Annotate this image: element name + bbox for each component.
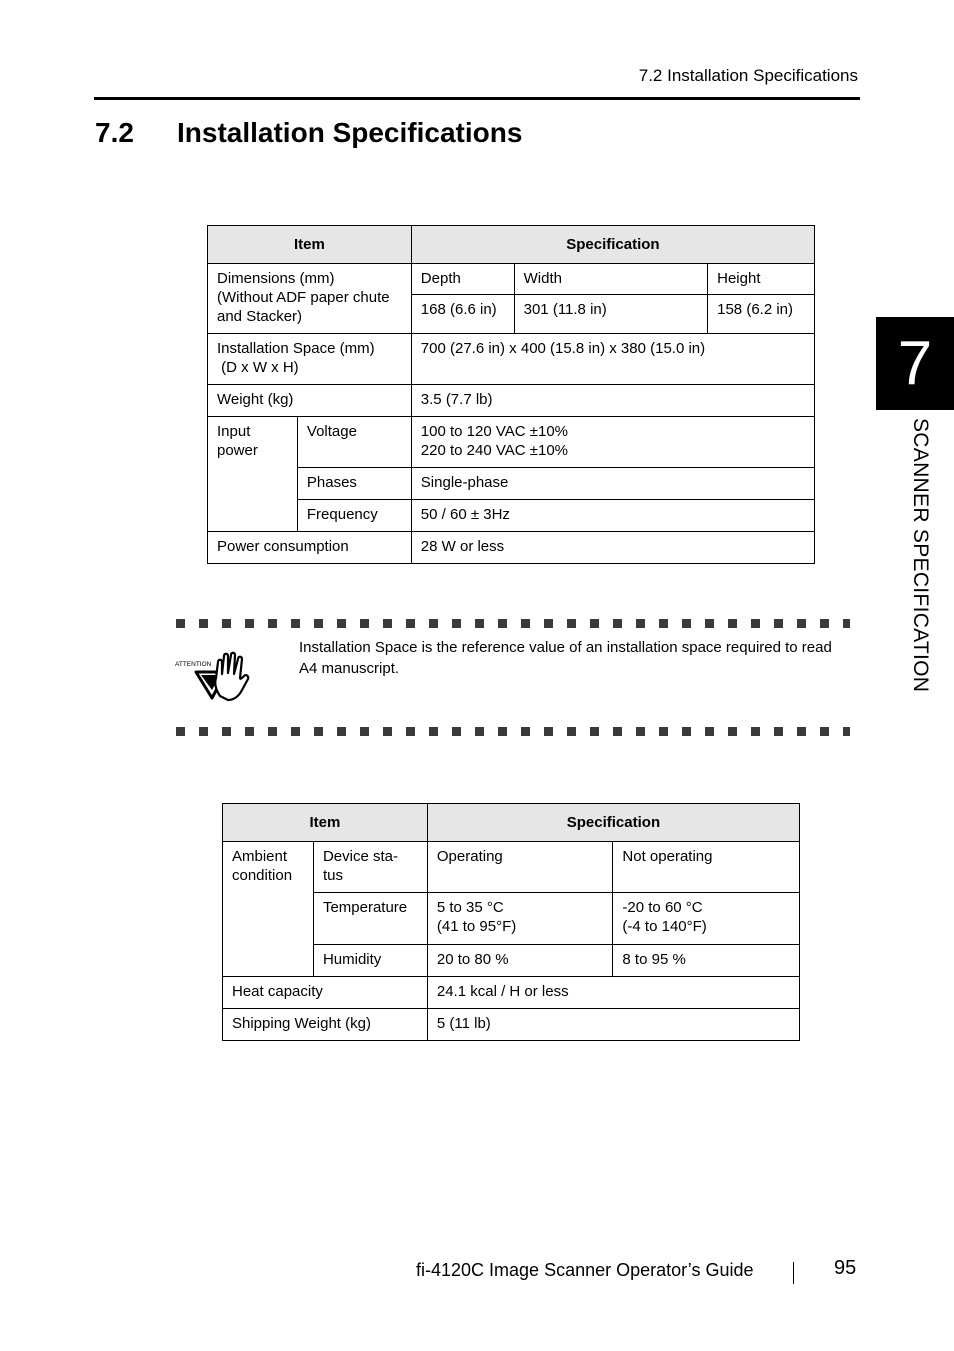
temp-operating-value: 5 to 35 °C (41 to 95°F) xyxy=(427,893,613,945)
section-title xyxy=(95,117,522,149)
col-header-item: Item xyxy=(208,226,412,264)
depth-label: Depth xyxy=(411,264,514,295)
width-value: 301 (11.8 in) xyxy=(514,295,708,334)
frequency-label: Frequency xyxy=(297,500,411,532)
ambient-label: Ambient condition xyxy=(223,842,314,977)
attention-dotted-rule-bottom xyxy=(176,727,850,736)
device-spec-table xyxy=(207,225,815,564)
phases-value: Single-phase xyxy=(411,468,814,500)
col-header-item: Item xyxy=(223,804,428,842)
section-title-text: Installation Specifications xyxy=(177,117,523,148)
install-space-value: 700 (27.6 in) x 400 (15.8 in) x 380 (15.0 in) xyxy=(411,334,814,385)
install-space-label: Installation Space (mm) (D x W x H) xyxy=(208,334,412,385)
chapter-side-label: SCANNER SPECIFICATION xyxy=(909,418,932,693)
voltage-label: Voltage xyxy=(297,417,411,468)
depth-value: 168 (6.6 in) xyxy=(411,295,514,334)
attention-hand-icon xyxy=(174,650,250,702)
height-label: Height xyxy=(708,264,815,295)
power-consumption-value: 28 W or less xyxy=(411,532,814,564)
page-number: 95 xyxy=(834,1257,857,1279)
footer-divider xyxy=(793,1262,794,1284)
footer-guide-title: fi-4120C Image Scanner Operator’s Guide xyxy=(416,1260,754,1280)
voltage-value: 100 to 120 VAC ±10% 220 to 240 VAC ±10% xyxy=(411,417,814,468)
input-power-label: Input power xyxy=(208,417,298,532)
col-header-spec: Specification xyxy=(411,226,814,264)
hum-operating-value: 20 to 80 % xyxy=(427,945,613,977)
header-rule xyxy=(94,97,860,100)
attention-dotted-rule-top xyxy=(176,619,850,628)
chapter-tab: 7 xyxy=(876,317,954,410)
frequency-value: 50 / 60 ± 3Hz xyxy=(411,500,814,532)
humidity-label: Humidity xyxy=(313,945,427,977)
temperature-label: Temperature xyxy=(313,893,427,945)
dimensions-label: Dimensions (mm) (Without ADF paper chute and Stacker) xyxy=(208,264,412,334)
shipping-weight-label: Shipping Weight (kg) xyxy=(223,1009,428,1041)
weight-value: 3.5 (7.7 lb) xyxy=(411,385,814,417)
operating-header: Operating xyxy=(427,842,613,893)
shipping-weight-value: 5 (11 lb) xyxy=(427,1009,799,1041)
weight-label: Weight (kg) xyxy=(208,385,412,417)
col-header-spec: Specification xyxy=(427,804,799,842)
section-number: 7.2 xyxy=(95,117,134,148)
power-consumption-label: Power consumption xyxy=(208,532,412,564)
heat-capacity-value: 24.1 kcal / H or less xyxy=(427,977,799,1009)
heat-capacity-label: Heat capacity xyxy=(223,977,428,1009)
not-operating-header: Not operating xyxy=(613,842,800,893)
width-label: Width xyxy=(514,264,708,295)
height-value: 158 (6.2 in) xyxy=(708,295,815,334)
device-status-label: Device sta- tus xyxy=(313,842,427,893)
attention-icon-label: ATTENTION xyxy=(175,661,212,668)
attention-text: Installation Space is the reference value of an installation space required to read A4 manuscript. xyxy=(299,639,832,677)
running-header: 7.2 Installation Specifications xyxy=(638,66,858,85)
temp-not-operating-value: -20 to 60 °C (-4 to 140°F) xyxy=(613,893,800,945)
hum-not-operating-value: 8 to 95 % xyxy=(613,945,800,977)
environment-spec-table xyxy=(222,803,800,1041)
phases-label: Phases xyxy=(297,468,411,500)
